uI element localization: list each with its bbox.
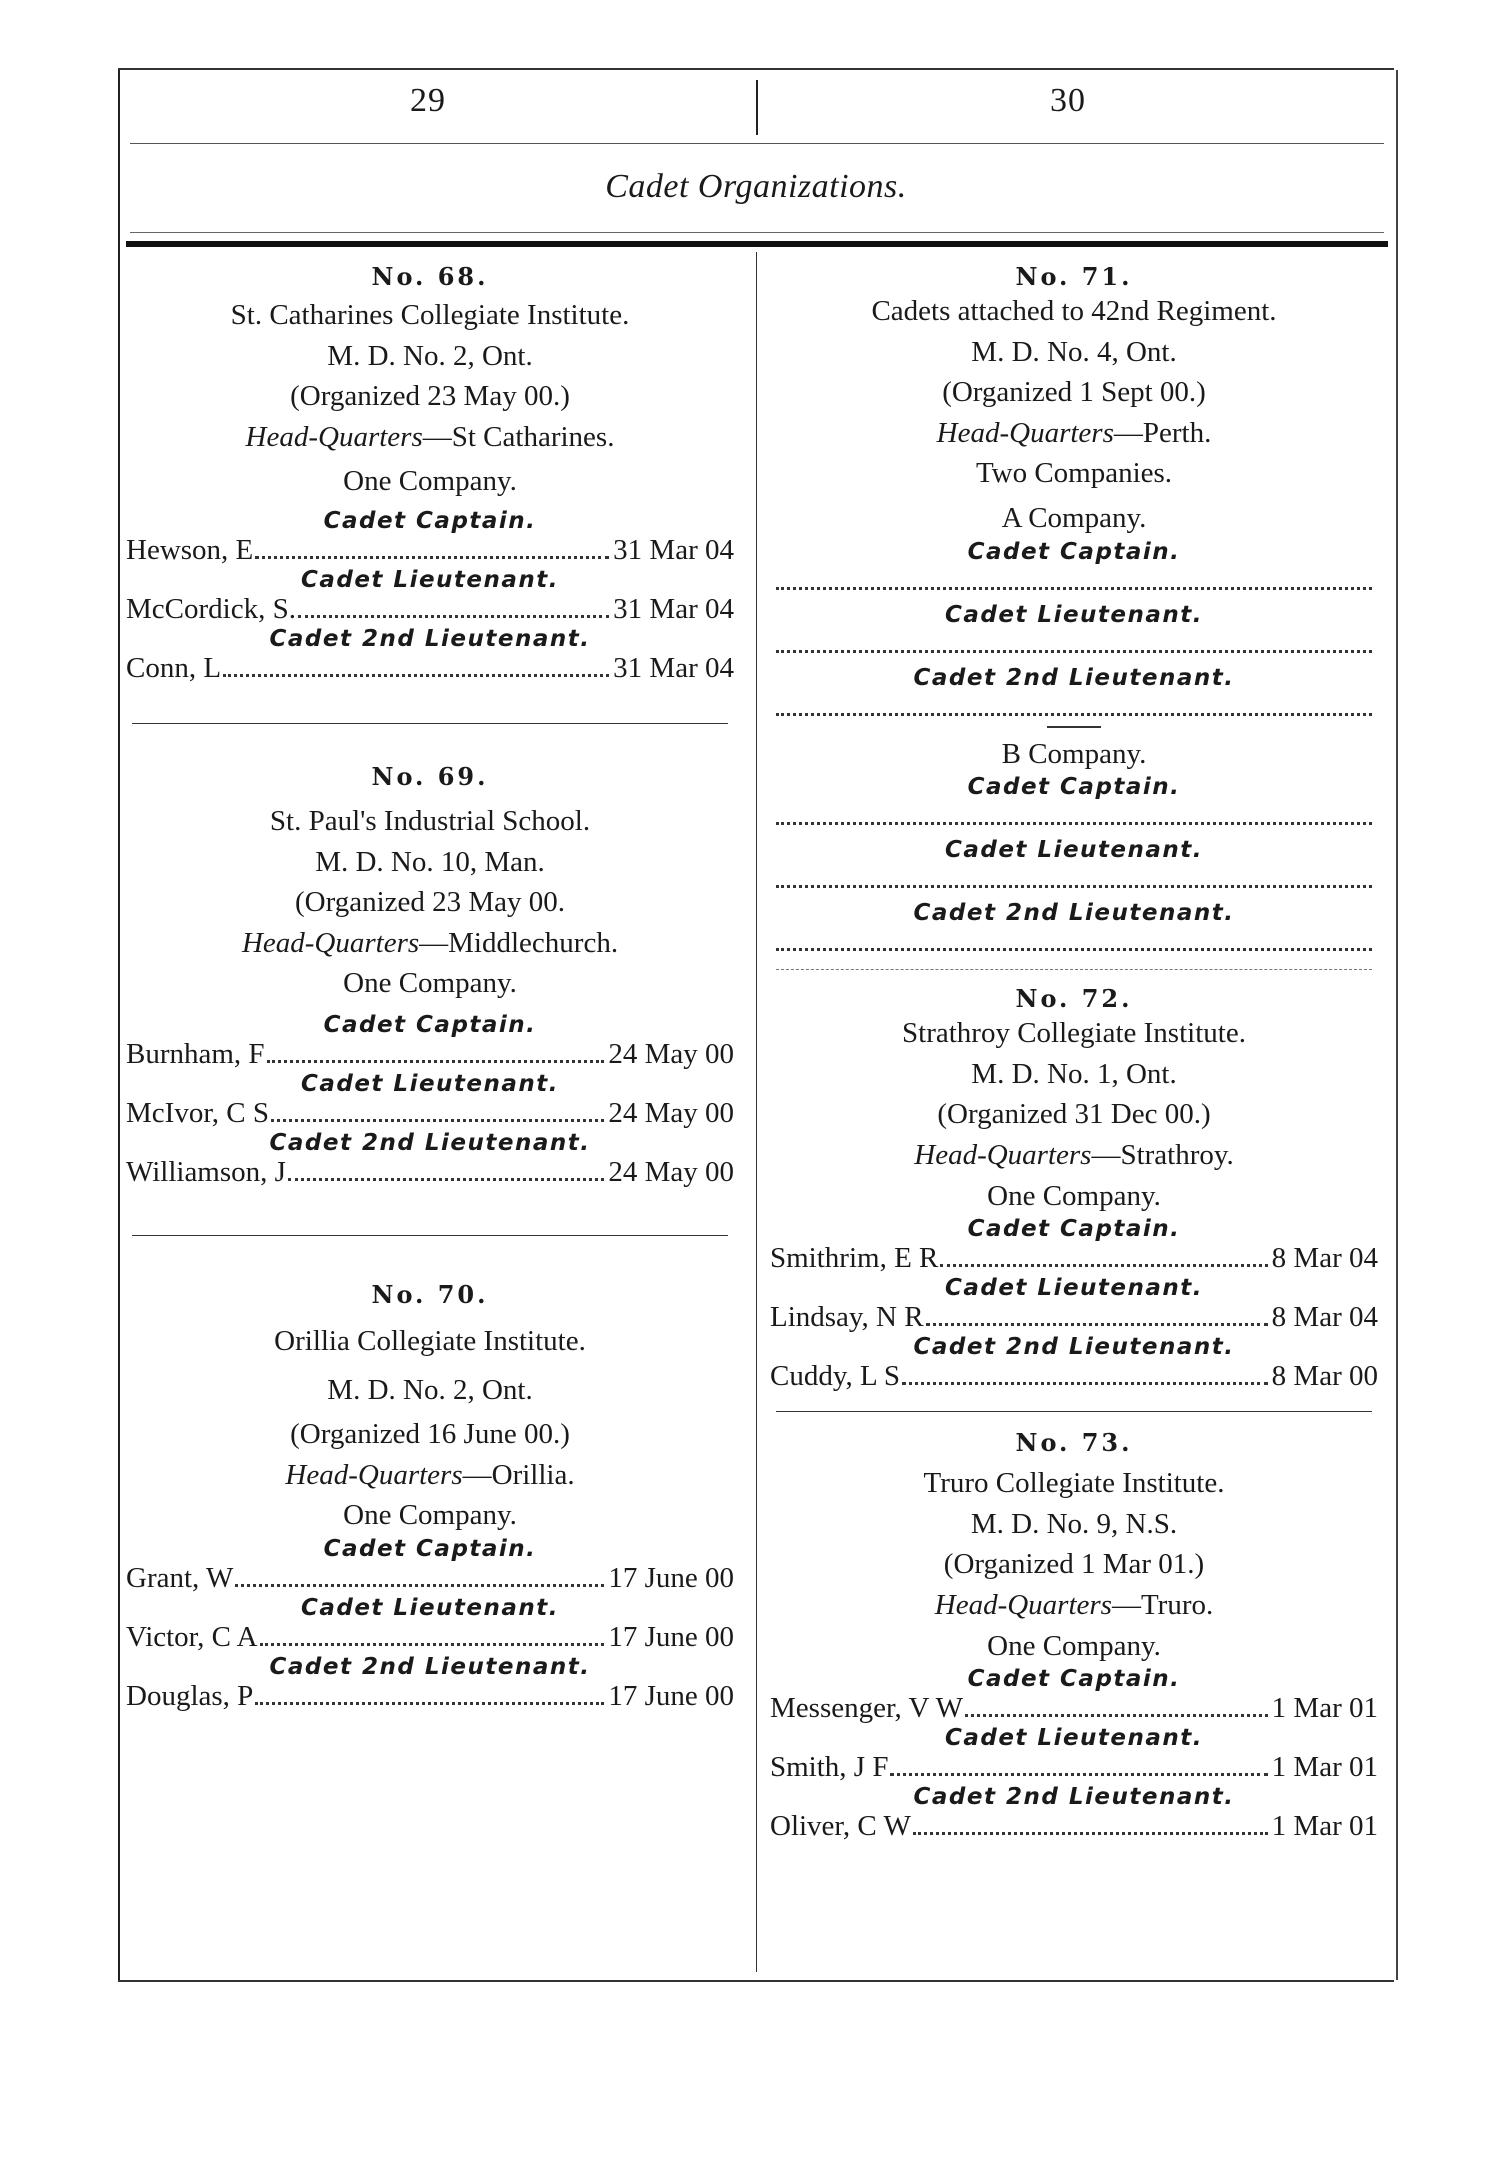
organized-date: (Organized 1 Sept 00.) [942,376,1206,409]
rank-heading: Cadet Lieutenant. [300,566,560,593]
rank-heading: Cadet 2nd Lieutenant. [913,664,1235,691]
hq-label: Head-Quarters [285,1458,463,1491]
military-district: M. D. No. 10, Man. [315,845,545,878]
headquarters [126,1455,734,1496]
rank-heading: Cadet Lieutenant. [944,1275,1204,1302]
unit-71 [770,262,1378,951]
unit-number: No. 73. [1015,1428,1133,1458]
officer-entry [770,1242,1378,1275]
hq-place: —Orillia. [462,1458,575,1491]
organized-date: (Organized 23 May 00.) [290,380,570,413]
officer-name: Smith, J F [770,1751,889,1784]
unit-69 [126,762,734,1189]
commission-date: 24 May 00 [608,1096,734,1129]
company-b-label: B Company. [1001,737,1147,770]
unit-name: Orillia Collegiate Institute. [274,1324,586,1357]
commission-date: 1 Mar 01 [1271,1751,1378,1784]
officer-entry [770,1692,1378,1725]
officer-name: Williamson, J [126,1155,286,1188]
dot-leader [255,556,609,559]
dot-leader [267,1060,605,1063]
military-district: M. D. No. 2, Ont. [327,1373,533,1406]
title-rule-thin [130,232,1384,233]
dot-leader [913,1832,1268,1835]
hq-label: Head-Quarters [241,926,420,959]
military-district: M. D. No. 9, N.S. [970,1507,1178,1540]
commission-date: 17 June 00 [608,1679,734,1712]
unit-73 [770,1428,1378,1843]
headquarters [770,413,1378,454]
commission-date: 17 June 00 [608,1561,734,1594]
officer-name: Hewson, E [126,533,254,566]
column-divider [756,252,757,1972]
blank-entry [776,806,1372,825]
unit-separator [776,1411,1372,1412]
hq-place: —Truro. [1111,1588,1214,1621]
officer-entry [770,1301,1378,1334]
officer-entry [126,1156,734,1189]
dot-leader [940,1264,1267,1267]
officer-name: Victor, C A [126,1620,258,1653]
rank-heading: Cadet 2nd Lieutenant. [913,900,1235,927]
rank-heading: Cadet Captain. [967,1216,1181,1243]
rank-heading: Cadet Captain. [967,1666,1181,1693]
commission-date: 31 Mar 04 [613,651,734,684]
unit-68 [126,262,734,685]
hq-label: Head-Quarters [245,420,423,453]
hq-label: Head-Quarters [936,416,1114,449]
commission-date: 1 Mar 01 [1271,1692,1378,1725]
dot-leader [890,1773,1267,1776]
officer-entry [126,534,734,567]
rank-heading: Cadet Lieutenant. [944,601,1204,628]
officer-entry [126,652,734,685]
header-rule [130,143,1384,144]
officer-name: McCordick, S. [126,592,296,625]
commission-date: 24 May 00 [608,1155,734,1188]
officer-entry [126,1680,734,1713]
headquarters [126,923,734,964]
officer-name: Cuddy, L S [770,1360,900,1393]
commission-date: 1 Mar 01 [1271,1810,1378,1843]
unit-70 [126,1280,734,1713]
unit-number: No. 70. [371,1279,489,1309]
officer-name: Messenger, V W [770,1692,963,1725]
rank-heading: Cadet Captain. [967,774,1181,801]
commission-date: 24 May 00 [608,1037,734,1070]
unit-name: St. Catharines Collegiate Institute. [230,299,630,331]
blank-entry [776,869,1372,888]
officer-entry [126,1038,734,1071]
unit-number: No. 71. [1015,262,1133,291]
unit-separator [776,969,1372,970]
officer-entry [126,593,734,626]
officer-entry [126,1097,734,1130]
rank-heading: Cadet Captain. [323,1535,537,1562]
officer-name: Lindsay, N R [770,1301,924,1334]
hq-place: —Perth. [1113,416,1212,449]
dot-leader [926,1323,1268,1326]
unit-name: Strathroy Collegiate Institute. [902,1017,1246,1050]
hq-place: —Middlechurch. [419,926,619,959]
page-number-right: 30 [1050,82,1086,119]
blank-entry [776,634,1372,653]
organized-date: (Organized 1 Mar 01.) [943,1548,1205,1581]
unit-72 [770,984,1378,1393]
title-rule-thick [126,241,1388,247]
officer-entry [126,1621,734,1654]
hq-place: —Strathroy. [1091,1138,1234,1171]
military-district: M. D. No. 4, Ont. [971,335,1177,368]
officer-name: Douglas, P [126,1679,254,1712]
commission-date: 31 Mar 04 [613,533,734,566]
header-divider [756,80,758,135]
rank-heading: Cadet 2nd Lieutenant. [913,1784,1235,1811]
rank-heading: Cadet Lieutenant. [944,837,1204,864]
page-number-left: 29 [410,82,446,119]
rank-heading: Cadet 2nd Lieutenant. [269,625,591,652]
unit-name: St. Paul's Industrial School. [269,804,591,837]
organized-date: (Organized 16 June 00.) [290,1418,570,1451]
company-count: One Company. [987,1629,1161,1662]
commission-date: 31 Mar 04 [613,592,734,625]
unit-name: Truro Collegiate Institute. [923,1467,1225,1500]
officer-name: Burnham, F [126,1037,265,1070]
officer-entry [126,1562,734,1595]
rank-heading: Cadet Lieutenant. [300,1070,560,1097]
unit-separator [132,723,728,724]
company-count: One Company. [343,967,517,1000]
blank-entry [776,571,1372,590]
left-column [126,262,734,1713]
dot-leader [288,1178,604,1181]
rank-heading: Cadet Lieutenant. [300,1594,560,1621]
company-a-label: A Company. [1001,501,1147,534]
company-count: One Company. [987,1179,1161,1212]
headquarters [770,1585,1378,1626]
unit-separator [132,1235,728,1236]
company-count: Two Companies. [975,457,1173,490]
officer-name: Conn, L [126,651,222,684]
right-column [770,262,1378,1843]
dot-leader [260,1643,605,1646]
officer-name: Grant, W [126,1561,234,1594]
top-rule [118,68,1394,70]
company-count: One Company. [343,1499,517,1532]
rank-heading: Cadet 2nd Lieutenant. [913,1334,1235,1361]
hq-label: Head-Quarters [934,1588,1112,1621]
page-title: Cadet Organizations. [605,168,907,205]
company-count: One Company. [343,465,517,498]
military-district: M. D. No. 2, Ont. [327,339,533,372]
commission-date: 8 Mar 00 [1271,1360,1378,1393]
dot-leader [298,615,609,618]
unit-number: No. 68. [371,262,489,291]
officer-entry [770,1810,1378,1843]
hq-place: —St Catharines. [422,420,615,453]
officer-entry [770,1360,1378,1393]
dot-leader [223,674,609,677]
rank-heading: Cadet Captain. [323,1011,537,1038]
commission-date: 8 Mar 04 [1271,1242,1378,1275]
dot-leader [902,1382,1268,1385]
commission-date: 8 Mar 04 [1271,1301,1378,1334]
rank-heading: Cadet Captain. [323,507,537,534]
rank-heading: Cadet 2nd Lieutenant. [269,1653,591,1680]
dot-leader [271,1119,604,1122]
dot-leader [965,1714,1268,1717]
headquarters [770,1135,1378,1176]
blank-entry [776,697,1372,716]
organized-date: (Organized 23 May 00. [294,886,566,919]
blank-entry [776,932,1372,951]
organized-date: (Organized 31 Dec 00.) [937,1098,1211,1131]
hq-label: Head-Quarters [914,1138,1092,1171]
officer-name: McIvor, C S [126,1096,270,1129]
officer-name: Smithrim, E R [770,1242,939,1275]
rank-heading: Cadet Lieutenant. [944,1725,1204,1752]
unit-number: No. 69. [371,761,489,791]
dot-leader [255,1702,604,1705]
officer-name: Oliver, C W [770,1810,911,1843]
military-district: M. D. No. 1, Ont. [971,1057,1177,1090]
unit-number: No. 72. [1015,984,1133,1014]
rank-heading: Cadet Captain. [967,538,1181,565]
commission-date: 17 June 00 [608,1620,734,1653]
rank-heading: Cadet 2nd Lieutenant. [269,1129,591,1156]
dot-leader [235,1584,604,1587]
unit-name: Cadets attached to 42nd Regiment. [871,295,1277,327]
headquarters [126,417,734,458]
bottom-rule [118,1980,1394,1982]
officer-entry [770,1751,1378,1784]
company-separator [1047,726,1101,728]
